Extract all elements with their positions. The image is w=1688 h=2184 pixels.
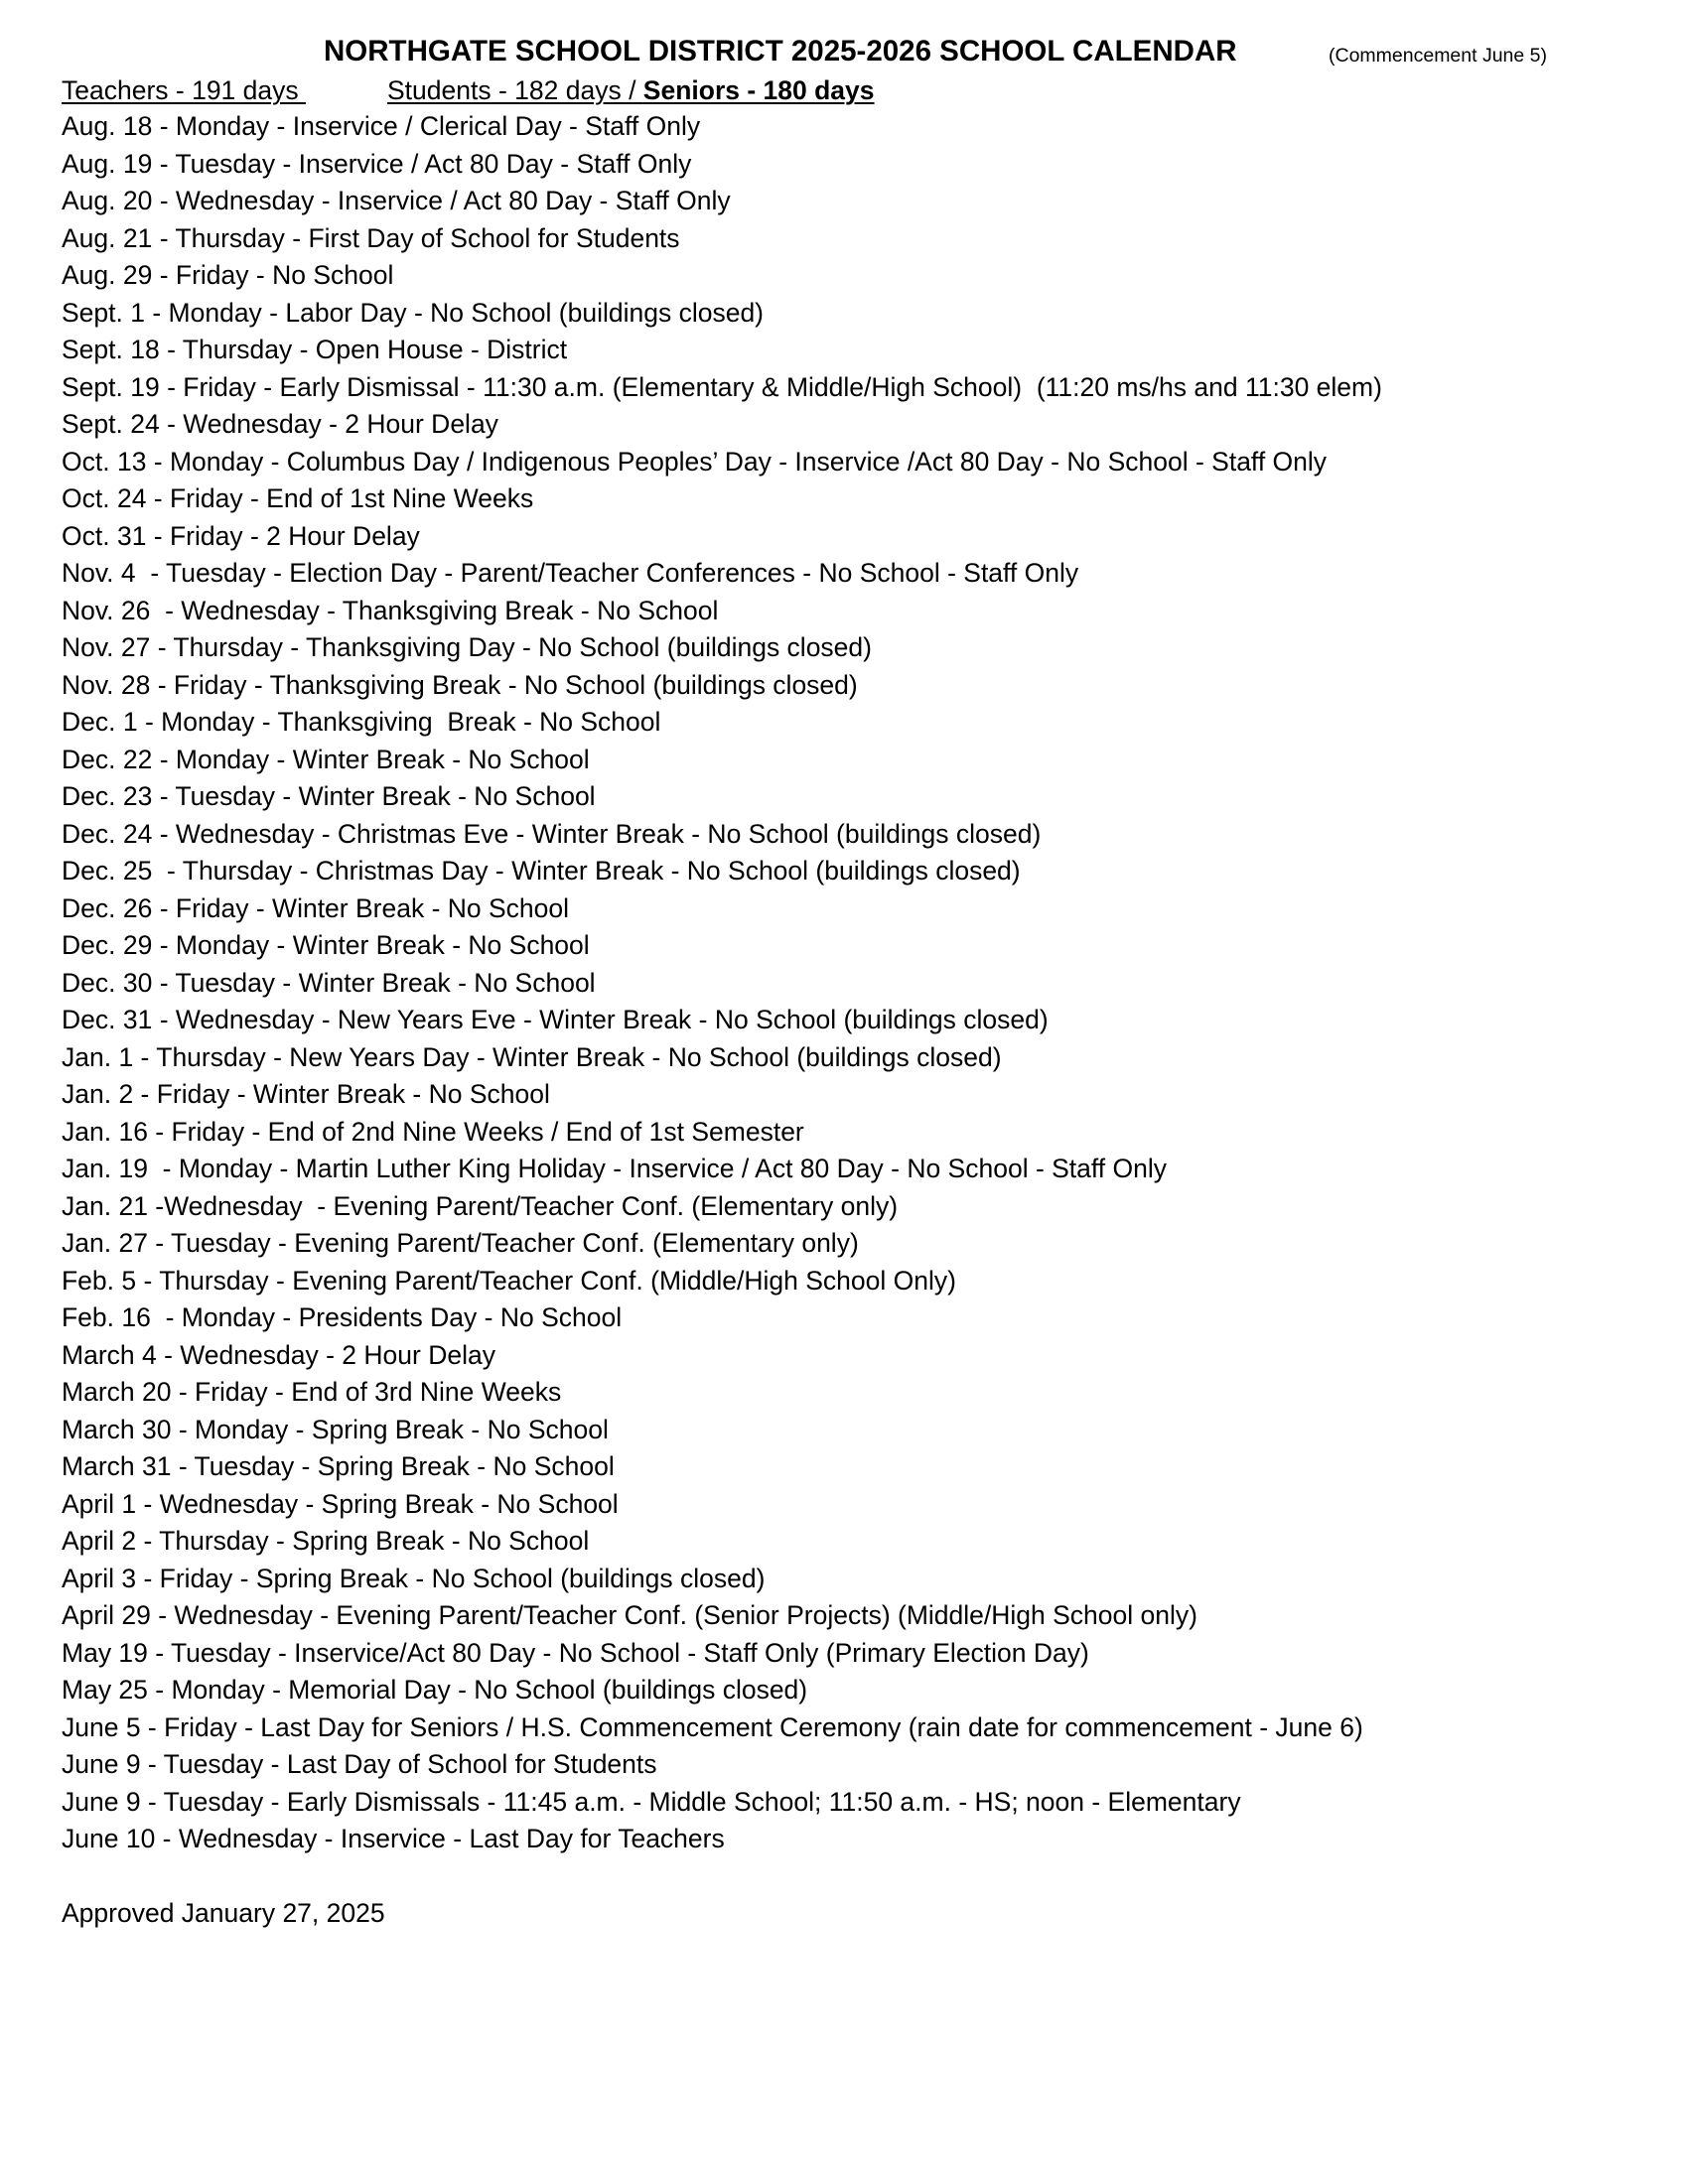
calendar-event: June 10 - Wednesday - Inservice - Last Day for Teachers	[62, 1824, 725, 1853]
calendar-event: Sept. 19 - Friday - Early Dismissal - 11:30 a.m. (Elementary & Middle/High School) (11:20 ms/hs and 11:30 elem)	[62, 371, 1382, 402]
calendar-event: Jan. 1 - Thursday - New Years Day - Winter Break - No School (buildings closed)	[62, 1041, 1002, 1072]
calendar-event: June 9 - Tuesday - Early Dismissals - 11:45 a.m. - Middle School; 11:50 a.m. - HS; noon - Elementary	[62, 1786, 1241, 1817]
calendar-event: Nov. 26 - Wednesday - Thanksgiving Break - No School	[62, 595, 719, 625]
calendar-event: Dec. 30 - Tuesday - Winter Break - No School	[62, 967, 596, 998]
calendar-event: June 5 - Friday - Last Day for Seniors / H.S. Commencement Ceremony (rain date for commencement - June 6)	[62, 1711, 1363, 1742]
calendar-event: Jan. 2 - Friday - Winter Break - No School	[62, 1079, 550, 1109]
event-list	[62, 108, 1382, 1858]
students-days: Students - 182 days /	[387, 75, 643, 105]
calendar-event: Oct. 13 - Monday - Columbus Day / Indigenous Peoples’ Day - Inservice /Act 80 Day - No School - Staff Only	[62, 446, 1328, 477]
calendar-event: Sept. 1 - Monday - Labor Day - No School (buildings closed)	[62, 297, 765, 328]
calendar-event: Aug. 21 - Thursday - First Day of School for Students	[62, 222, 680, 253]
calendar-event: Feb. 16 - Monday - Presidents Day - No School	[62, 1302, 623, 1332]
calendar-event: Oct. 24 - Friday - End of 1st Nine Weeks	[62, 483, 534, 513]
calendar-event: Jan. 27 - Tuesday - Evening Parent/Teacher Conf. (Elementary only)	[62, 1228, 859, 1258]
calendar-event: May 25 - Monday - Memorial Day - No School (buildings closed)	[62, 1675, 808, 1705]
calendar-event: Aug. 20 - Wednesday - Inservice / Act 80 Day - Staff Only	[62, 186, 731, 215]
calendar-event: Aug. 19 - Tuesday - Inservice / Act 80 Day - Staff Only	[62, 148, 692, 179]
calendar-event: Dec. 26 - Friday - Winter Break - No School	[62, 892, 570, 923]
calendar-event: Jan. 16 - Friday - End of 2nd Nine Weeks / End of 1st Semester	[62, 1116, 804, 1147]
calendar-event: Aug. 18 - Monday - Inservice / Clerical Day - Staff Only	[62, 111, 701, 141]
calendar-event: Feb. 5 - Thursday - Evening Parent/Teacher Conf. (Middle/High School Only)	[62, 1265, 956, 1296]
calendar-event: Dec. 24 - Wednesday - Christmas Eve - Winter Break - No School (buildings closed)	[62, 818, 1042, 849]
seniors-days: Seniors - 180 days	[642, 75, 875, 105]
calendar-event: Sept. 24 - Wednesday - 2 Hour Delay	[62, 409, 498, 439]
calendar-event: Dec. 31 - Wednesday - New Years Eve - Winter Break - No School (buildings closed)	[62, 1005, 1049, 1034]
calendar-event: March 30 - Monday - Spring Break - No School	[62, 1414, 609, 1444]
calendar-event: April 3 - Friday - Spring Break - No School (buildings closed)	[62, 1563, 766, 1593]
calendar-event: April 1 - Wednesday - Spring Break - No School	[62, 1488, 619, 1519]
calendar-event: Jan. 19 - Monday - Martin Luther King Holiday - Inservice / Act 80 Day - No School - Staff Only	[62, 1154, 1167, 1183]
calendar-event: April 29 - Wednesday - Evening Parent/Teacher Conf. (Senior Projects) (Middle/High School only)	[62, 1600, 1197, 1630]
calendar-event: Dec. 25 - Thursday - Christmas Day - Winter Break - No School (buildings closed)	[62, 856, 1021, 886]
calendar-event: June 9 - Tuesday - Last Day of School for Students	[62, 1749, 657, 1779]
calendar-event: April 2 - Thursday - Spring Break - No School	[62, 1526, 590, 1556]
page-title: NORTHGATE SCHOOL DISTRICT 2025-2026 SCHOOL CALENDAR	[324, 35, 1237, 68]
teachers-days: Teachers - 191 days	[62, 75, 306, 105]
calendar-event: May 19 - Tuesday - Inservice/Act 80 Day - No School - Staff Only (Primary Election Day)	[62, 1637, 1089, 1668]
calendar-event: Dec. 23 - Tuesday - Winter Break - No School	[62, 781, 596, 811]
calendar-event: March 4 - Wednesday - 2 Hour Delay	[62, 1339, 495, 1370]
calendar-event: Aug. 29 - Friday - No School	[62, 260, 394, 290]
calendar-event: Dec. 29 - Monday - Winter Break - No School	[62, 930, 590, 960]
calendar-event: Oct. 31 - Friday - 2 Hour Delay	[62, 520, 420, 551]
calendar-event: March 31 - Tuesday - Spring Break - No School	[62, 1451, 615, 1481]
day-counts	[62, 73, 875, 107]
calendar-event: Jan. 21 -Wednesday - Evening Parent/Teacher Conf. (Elementary only)	[62, 1190, 899, 1221]
calendar-event: Dec. 22 - Monday - Winter Break - No School	[62, 744, 590, 774]
calendar-event: Nov. 27 - Thursday - Thanksgiving Day - No School (buildings closed)	[62, 632, 872, 662]
approval-date: Approved January 27, 2025	[62, 1898, 385, 1928]
calendar-event: Dec. 1 - Monday - Thanksgiving Break - No School	[62, 707, 661, 737]
calendar-event: Nov. 4 - Tuesday - Election Day - Parent/Teacher Conferences - No School - Staff Only	[62, 558, 1079, 588]
calendar-event: Sept. 18 - Thursday - Open House - District	[62, 335, 568, 364]
calendar-event: Nov. 28 - Friday - Thanksgiving Break - No School (buildings closed)	[62, 669, 858, 700]
commencement-note: (Commencement June 5)	[1329, 45, 1548, 67]
calendar-event: March 20 - Friday - End of 3rd Nine Weeks	[62, 1377, 562, 1407]
